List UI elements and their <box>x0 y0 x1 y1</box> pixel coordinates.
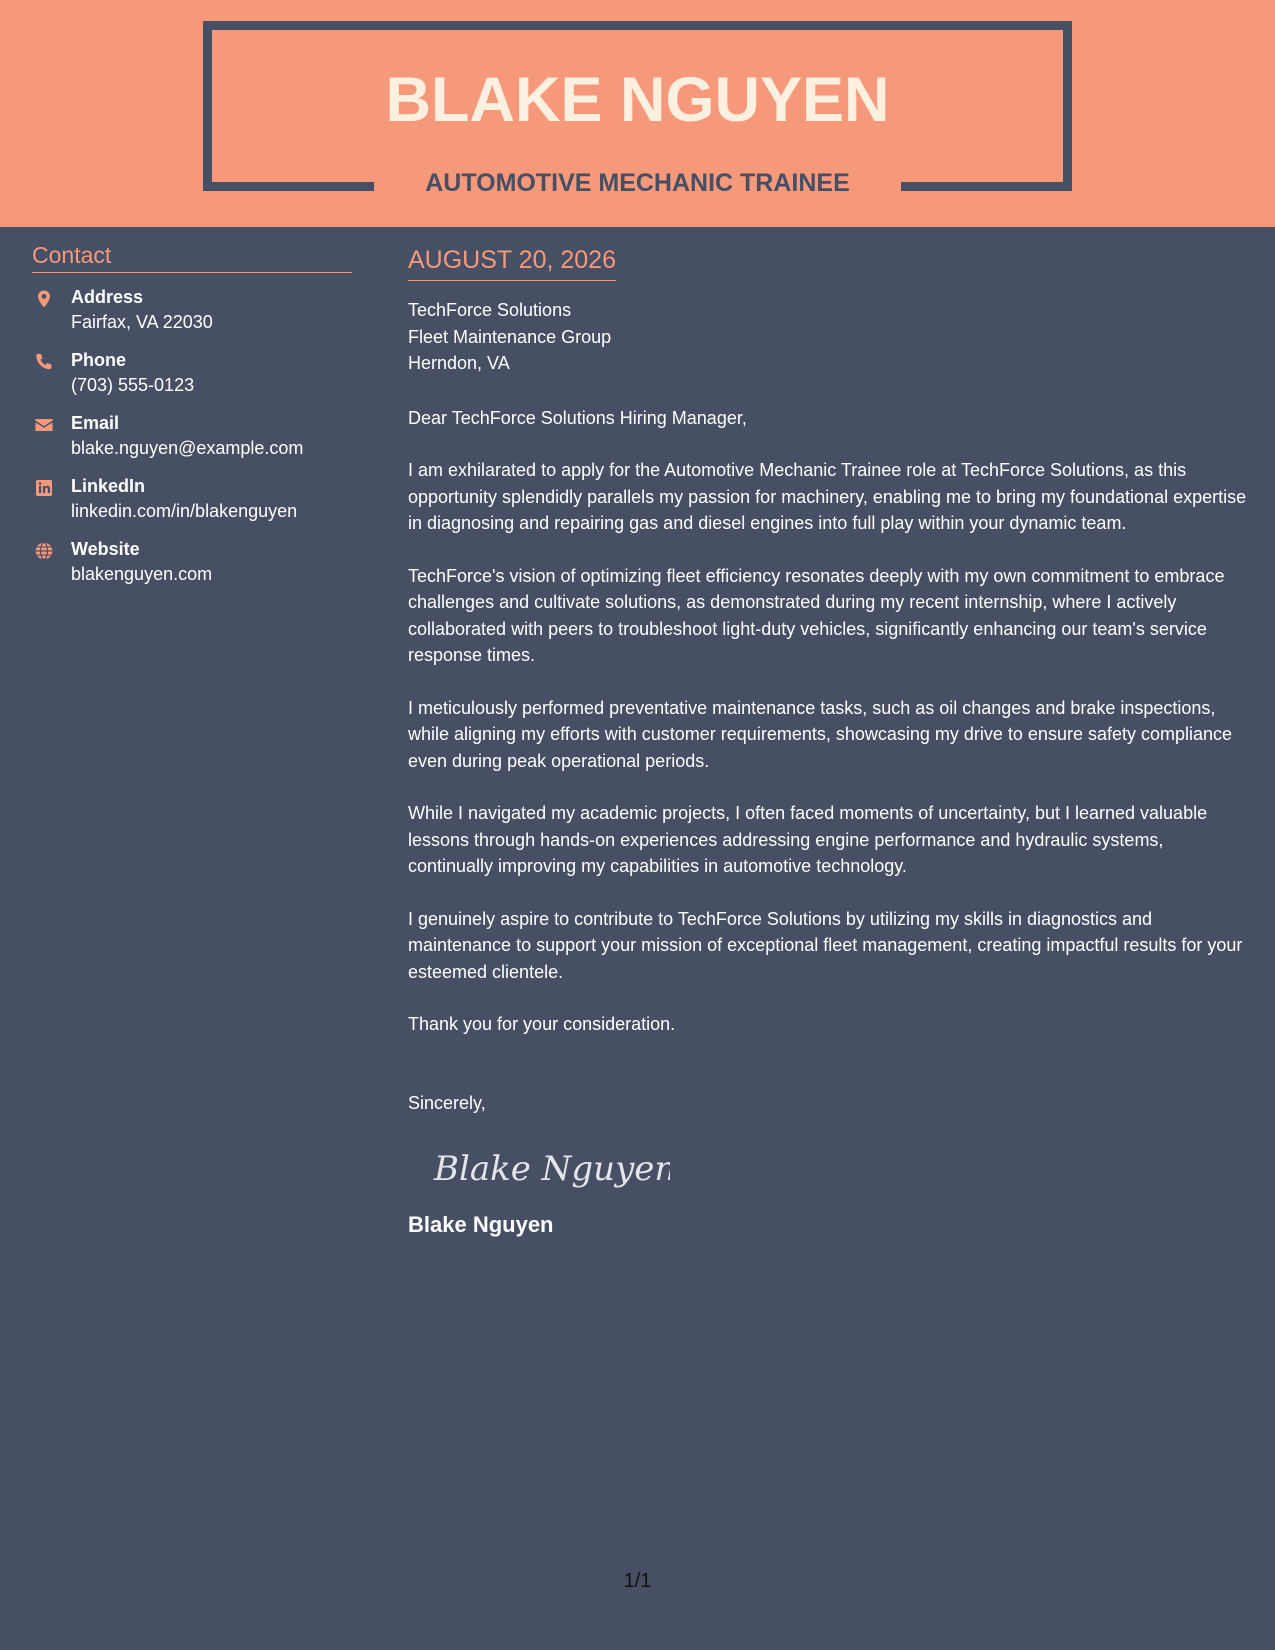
applicant-name: BLAKE NGUYEN <box>385 65 890 135</box>
header-banner <box>0 0 1275 227</box>
paragraph: I meticulously performed preventative maintenance tasks, such as oil changes and brake inspections, while aligning my efforts with customer requirements, showcasing my drive to ensure safety compliance even during peak operational periods. <box>408 697 1233 771</box>
globe-icon <box>34 541 54 561</box>
header-frame <box>203 21 212 191</box>
paragraph: TechForce's vision of optimizing fleet efficiency resonates deeply with my own commitment to embrace challenges and cultivate solutions, as demonstrated during my recent internship, where I actively collaborated with peers to troubleshoot light-duty vehicles, significantly enhancing our team's service response times. <box>408 565 1225 665</box>
contact-item-phone <box>32 348 352 411</box>
contact-value[interactable]: blake.nguyen@example.com <box>71 438 304 458</box>
salutation: Dear TechForce Solutions Hiring Manager, <box>408 407 747 428</box>
signature-text: Blake Nguyen <box>434 1149 670 1189</box>
recipient-block <box>408 297 1248 377</box>
paragraph: I am exhilarated to apply for the Automotive Mechanic Trainee role at TechForce Solutions, as this opportunity splendidly parallels my passion for machinery, enabling me to bring my foundational expertise in diagnosing and repairing gas and diesel engines into full play within your dynamic team. <box>408 460 1247 533</box>
paragraph: While I navigated my academic projects, I often faced moments of uncertainty, but I learned valuable lessons through hands-on experiences addressing engine performance and hydraulic systems, continually improving my capabilities in automotive technology. <box>408 803 1208 876</box>
handwritten-signature <box>430 1144 670 1192</box>
letter-date: AUGUST 20, 2026 <box>408 244 616 281</box>
contact-item-linkedin <box>32 474 352 537</box>
map-pin-icon <box>34 289 54 309</box>
signer-name: Blake Nguyen <box>408 1212 554 1237</box>
header-frame <box>203 182 374 191</box>
contact-sidebar <box>32 240 352 600</box>
contact-item-address <box>32 285 352 348</box>
page-number: 1/1 <box>623 1570 652 1592</box>
contact-item-email <box>32 411 352 474</box>
recipient-line: TechForce Solutions <box>408 300 572 320</box>
letter-body <box>408 244 1248 1239</box>
header-frame <box>203 21 1072 30</box>
job-title: AUTOMOTIVE MECHANIC TRAINEE <box>425 169 850 197</box>
paragraph: I genuinely aspire to contribute to TechForce Solutions by utilizing my skills in diagnostics and maintenance to support your mission of exceptional fleet management, creating impactful results for your esteemed clientele. <box>408 908 1243 982</box>
signoff: Sincerely, <box>408 1092 486 1113</box>
envelope-icon <box>34 415 54 435</box>
contact-label: Website <box>71 539 140 559</box>
contact-heading: Contact <box>32 240 352 273</box>
linkedin-icon <box>34 478 54 498</box>
recipient-line: Herndon, VA <box>408 353 510 373</box>
closing-line: Thank you for your consideration. <box>408 1014 676 1034</box>
contact-item-website <box>32 537 352 600</box>
header-frame <box>901 182 1072 191</box>
contact-value: Fairfax, VA 22030 <box>71 312 213 332</box>
contact-value[interactable]: blakenguyen.com <box>71 564 213 584</box>
header-frame <box>1063 21 1072 191</box>
contact-list <box>32 285 352 600</box>
contact-label: Address <box>71 287 144 307</box>
contact-value[interactable]: linkedin.com/in/blakenguyen <box>71 501 298 521</box>
column-divider <box>382 1590 383 1650</box>
phone-icon <box>34 352 54 372</box>
contact-value: (703) 555-0123 <box>71 375 195 395</box>
contact-label: Phone <box>71 350 127 370</box>
contact-label: Email <box>71 413 120 433</box>
contact-label: LinkedIn <box>71 476 146 496</box>
recipient-line: Fleet Maintenance Group <box>408 326 612 347</box>
